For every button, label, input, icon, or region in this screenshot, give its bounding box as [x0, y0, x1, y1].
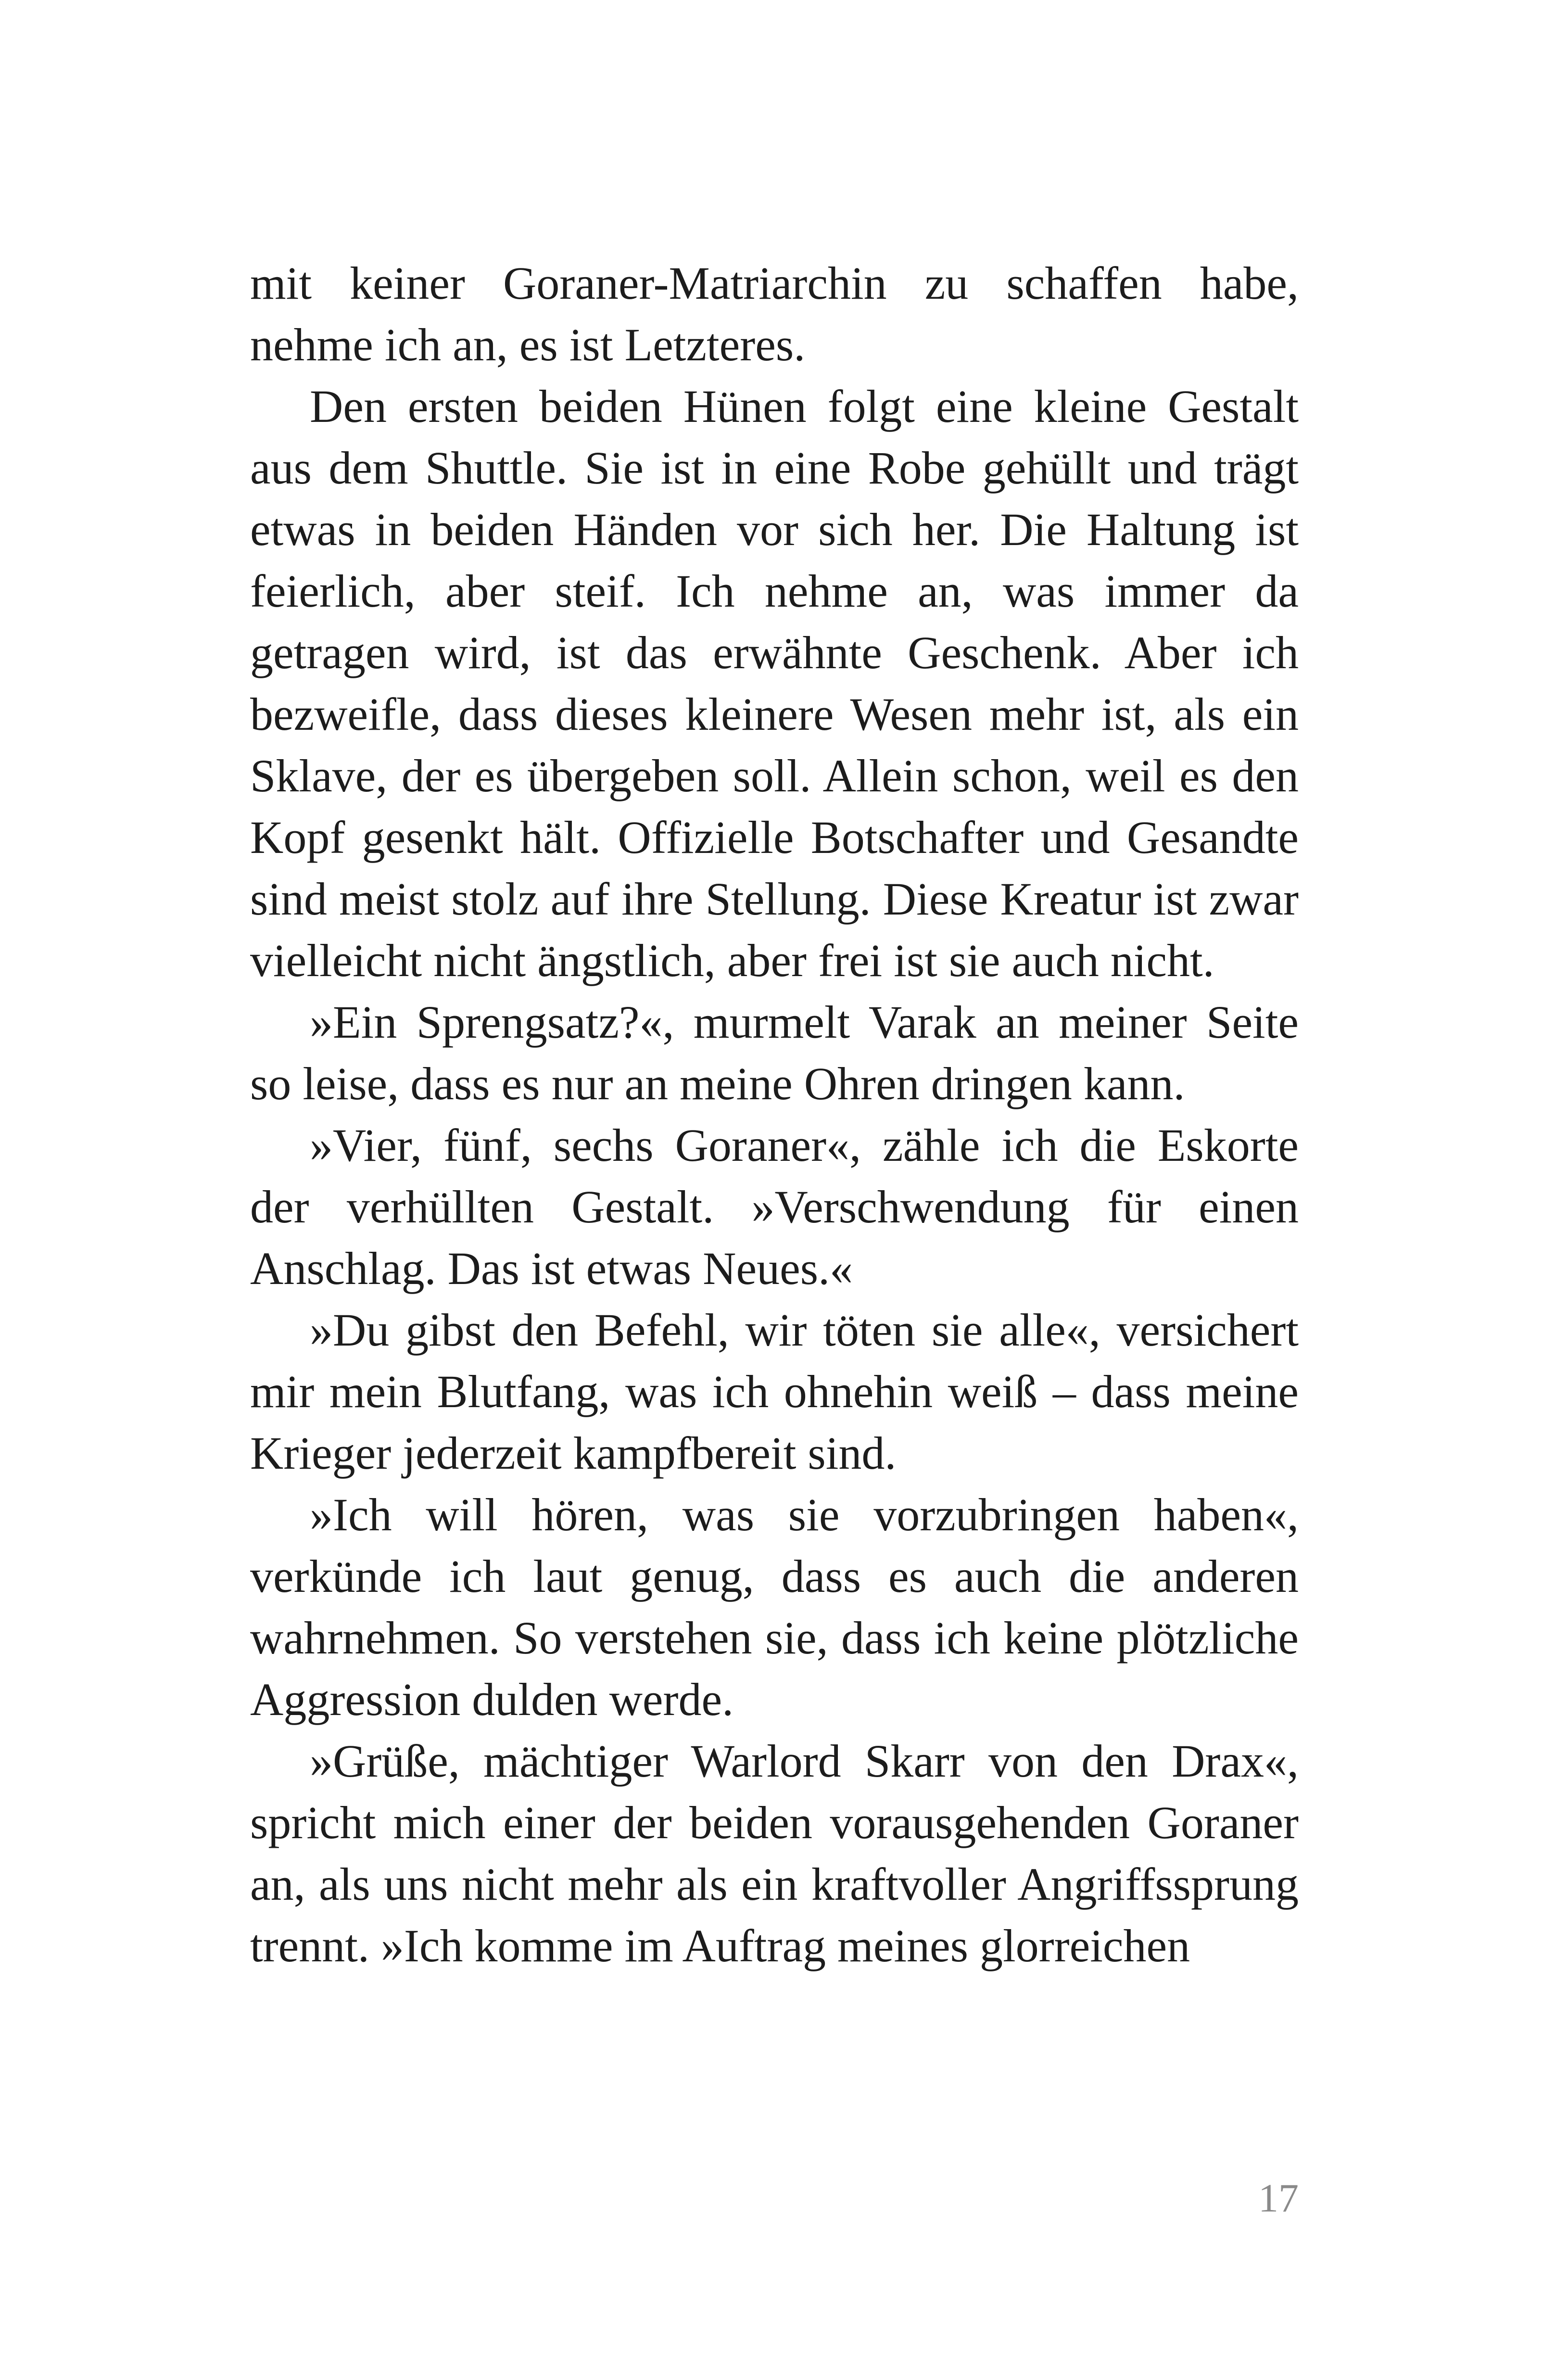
paragraph-4: »Vier, fünf, sechs Goraner«, zähle ich die Eskorte der verhüllten Gestalt. »Verschwendung für einen Anschlag. Das ist etwas Neues.«: [250, 1119, 1299, 1294]
paragraph-6: »Ich will hören, was sie vorzubringen haben«, verkünde ich laut genug, dass es auch die anderen wahrnehmen. So verstehen sie, dass ich keine plötzliche Aggression dulden werde.: [250, 1489, 1299, 1725]
paragraph-3: »Ein Sprengsatz?«, murmelt Varak an meiner Seite so leise, dass es nur an meine Ohren dringen kann.: [250, 996, 1299, 1109]
body-text: [250, 253, 1299, 1977]
paragraph-2: Den ersten beiden Hünen folgt eine kleine Gestalt aus dem Shuttle. Sie ist in eine Robe gehüllt und trägt etwas in beiden Händen vor sich her. Die Haltung ist feierlich, aber steif. Ich nehme an, was immer da getragen wird, ist das erwähnte Geschenk. Aber ich bezweifle, dass dieses kleinere Wesen mehr ist, als ein Sklave, der es übergeben soll. Allein schon, weil es den Kopf gesenkt hält. Offizielle Botschafter und Gesandte sind meist stolz auf ihre Stellung. Diese Kreatur ist zwar vielleicht nicht ängstlich, aber frei ist sie auch nicht.: [250, 381, 1299, 986]
page-number: 17: [1258, 2176, 1299, 2221]
paragraph-7: »Grüße, mächtiger Warlord Skarr von den Drax«, spricht mich einer der beiden vorausgehenden Goraner an, als uns nicht mehr als ein kraftvoller Angriffssprung trennt. »Ich komme im Auftrag meines glorreichen: [250, 1735, 1299, 1971]
paragraph-1: mit keiner Goraner-Matriarchin zu schaffen habe, nehme ich an, es ist Letzteres.: [250, 257, 1299, 370]
paragraph-5: »Du gibst den Befehl, wir töten sie alle«, versichert mir mein Blutfang, was ich ohnehin weiß – dass meine Krieger jederzeit kampfbereit sind.: [250, 1304, 1299, 1479]
